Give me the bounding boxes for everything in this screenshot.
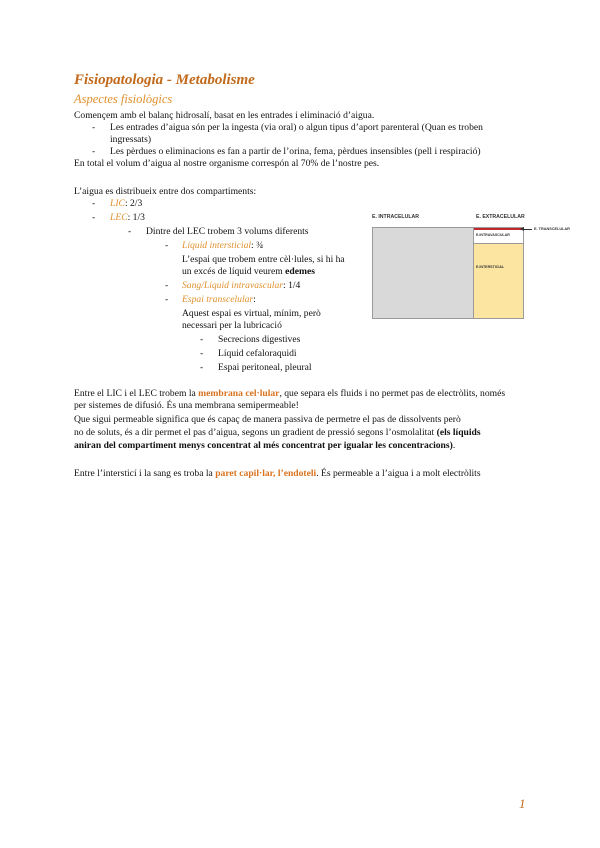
arrow-line — [523, 229, 532, 230]
intracellular-label: E. INTRACELULAR — [372, 214, 419, 220]
permeability-text: no de soluts, és a dir permet el pas d’aigua, segons un gradient de pressió segons l’osmolalitat — [74, 427, 437, 438]
extracellular-box — [473, 227, 524, 319]
list-item: Secrecions digestives — [218, 334, 301, 345]
intro-line: Començem amb el balanç hidrosalí, basat en les entrades i eliminació d’aigua. — [74, 110, 375, 121]
list-item: Les pèrdues o eliminacions es fan a partir de l’orina, fema, pèrdues insensibles (pell i respiració) — [110, 146, 481, 157]
bullet-dash: - — [92, 146, 96, 157]
intravascular-value: : 1/4 — [283, 280, 301, 291]
bullet-dash: - — [200, 348, 204, 359]
interstitial-box-label: E.INTERSTICIAL — [476, 265, 505, 269]
intravascular-label: Sang/Líquid intravascular — [182, 280, 284, 291]
extracellular-label: E. EXTRACELULAR — [476, 214, 525, 220]
interstitial-desc-text: un excés de líquid veurem — [182, 266, 286, 277]
bullet-dash: - — [165, 294, 169, 305]
list-item: Líquid cefaloraquidi — [218, 348, 297, 359]
lic-item — [110, 198, 142, 210]
permeability-line3 — [74, 440, 455, 452]
bullet-dash: - — [92, 122, 96, 133]
bullet-dash: - — [200, 362, 204, 373]
membrane-paragraph — [74, 388, 505, 400]
list-item: Les entrades d’aigua són per la ingesta (via oral) o algun tipus d’aport parenteral (Quan es troben — [110, 122, 483, 133]
bullet-dash: - — [165, 240, 169, 251]
lec-item — [110, 212, 145, 224]
edemes-term: edemes — [285, 266, 315, 277]
intravascular-box — [474, 228, 523, 244]
interstitial-desc-continued — [182, 266, 315, 278]
page-number: 1 — [519, 796, 526, 811]
bullet-dash: - — [92, 198, 96, 209]
capillary-text: Entre l’intersticí i la sang es troba la — [74, 468, 216, 479]
capillary-term: paret capil·lar, l’endoteli — [215, 468, 317, 479]
capillary-text-post: . És permeable a l’aigua i a molt electròlits — [316, 468, 481, 479]
list-item-continued: ingressats) — [110, 134, 152, 145]
transcellular-value: : — [253, 294, 256, 305]
permeability-line1: Que sigui permeable significa que és capaç de manera passiva de permetre el pas de dissolvents però — [74, 414, 461, 425]
interstitial-item — [182, 240, 263, 252]
permeability-end: . — [452, 440, 456, 451]
bullet-dash: - — [92, 212, 96, 223]
bullet-dash: - — [165, 280, 169, 291]
transcellular-box-label: E. TRANSCELULAR — [534, 227, 570, 231]
lic-label: LIC — [110, 198, 125, 209]
permeability-bold: (els líquids — [436, 427, 481, 438]
total-water-line: En total el volum d’aigua al nostre organisme correspón al 70% de l’nostre pes. — [74, 158, 380, 169]
compartments-diagram — [370, 212, 585, 318]
lec-value: : 1/3 — [127, 212, 145, 223]
membrane-text-post: , que separa els fluids i no permet pas de electròlits, només — [279, 388, 506, 399]
lec-intro: Dintre del LEC trobem 3 volums diferents — [146, 226, 309, 237]
intravascular-box-label: E.INTRAVASCULAR — [476, 233, 510, 237]
transcellular-desc-continued: necessari per la lubricació — [182, 320, 282, 331]
membrane-paragraph-line2: per sistemes de difusió. És una membrana semipermeable! — [74, 400, 299, 411]
transcellular-item — [182, 294, 256, 306]
bullet-dash: - — [128, 226, 132, 237]
page-title: Fisiopatologia - Metabolisme — [74, 72, 255, 88]
intracellular-box — [372, 227, 474, 319]
capillary-paragraph — [74, 468, 481, 480]
lec-label: LEC — [110, 212, 128, 223]
distribution-line: L’aigua es distribueix entre dos compartiments: — [74, 186, 257, 197]
lic-value: : 2/3 — [124, 198, 143, 209]
membrane-text: Entre el LIC i el LEC trobem la — [74, 388, 199, 399]
transcellular-label: Espai transcelular — [182, 294, 254, 305]
list-item: Espai peritoneal, pleural — [218, 362, 312, 373]
transcellular-desc: Aquest espai es virtual, mínim, però — [182, 308, 321, 319]
permeability-line2 — [74, 427, 481, 439]
interstitial-value: : ¾ — [251, 240, 264, 251]
interstitial-desc: L’espai que trobem entre cèl·lules, si hi ha — [182, 254, 345, 265]
intravascular-item — [182, 280, 300, 292]
permeability-bold-continued: aniran del compartiment menys concentrat al més concentrat per igualar les concentracions) — [74, 440, 453, 451]
bullet-dash: - — [200, 334, 204, 345]
interstitial-label: Líquid intersticial — [182, 240, 252, 251]
section-subtitle: Aspectes fisiològics — [74, 92, 173, 106]
membrane-term: membrana cel·lular — [198, 388, 280, 399]
